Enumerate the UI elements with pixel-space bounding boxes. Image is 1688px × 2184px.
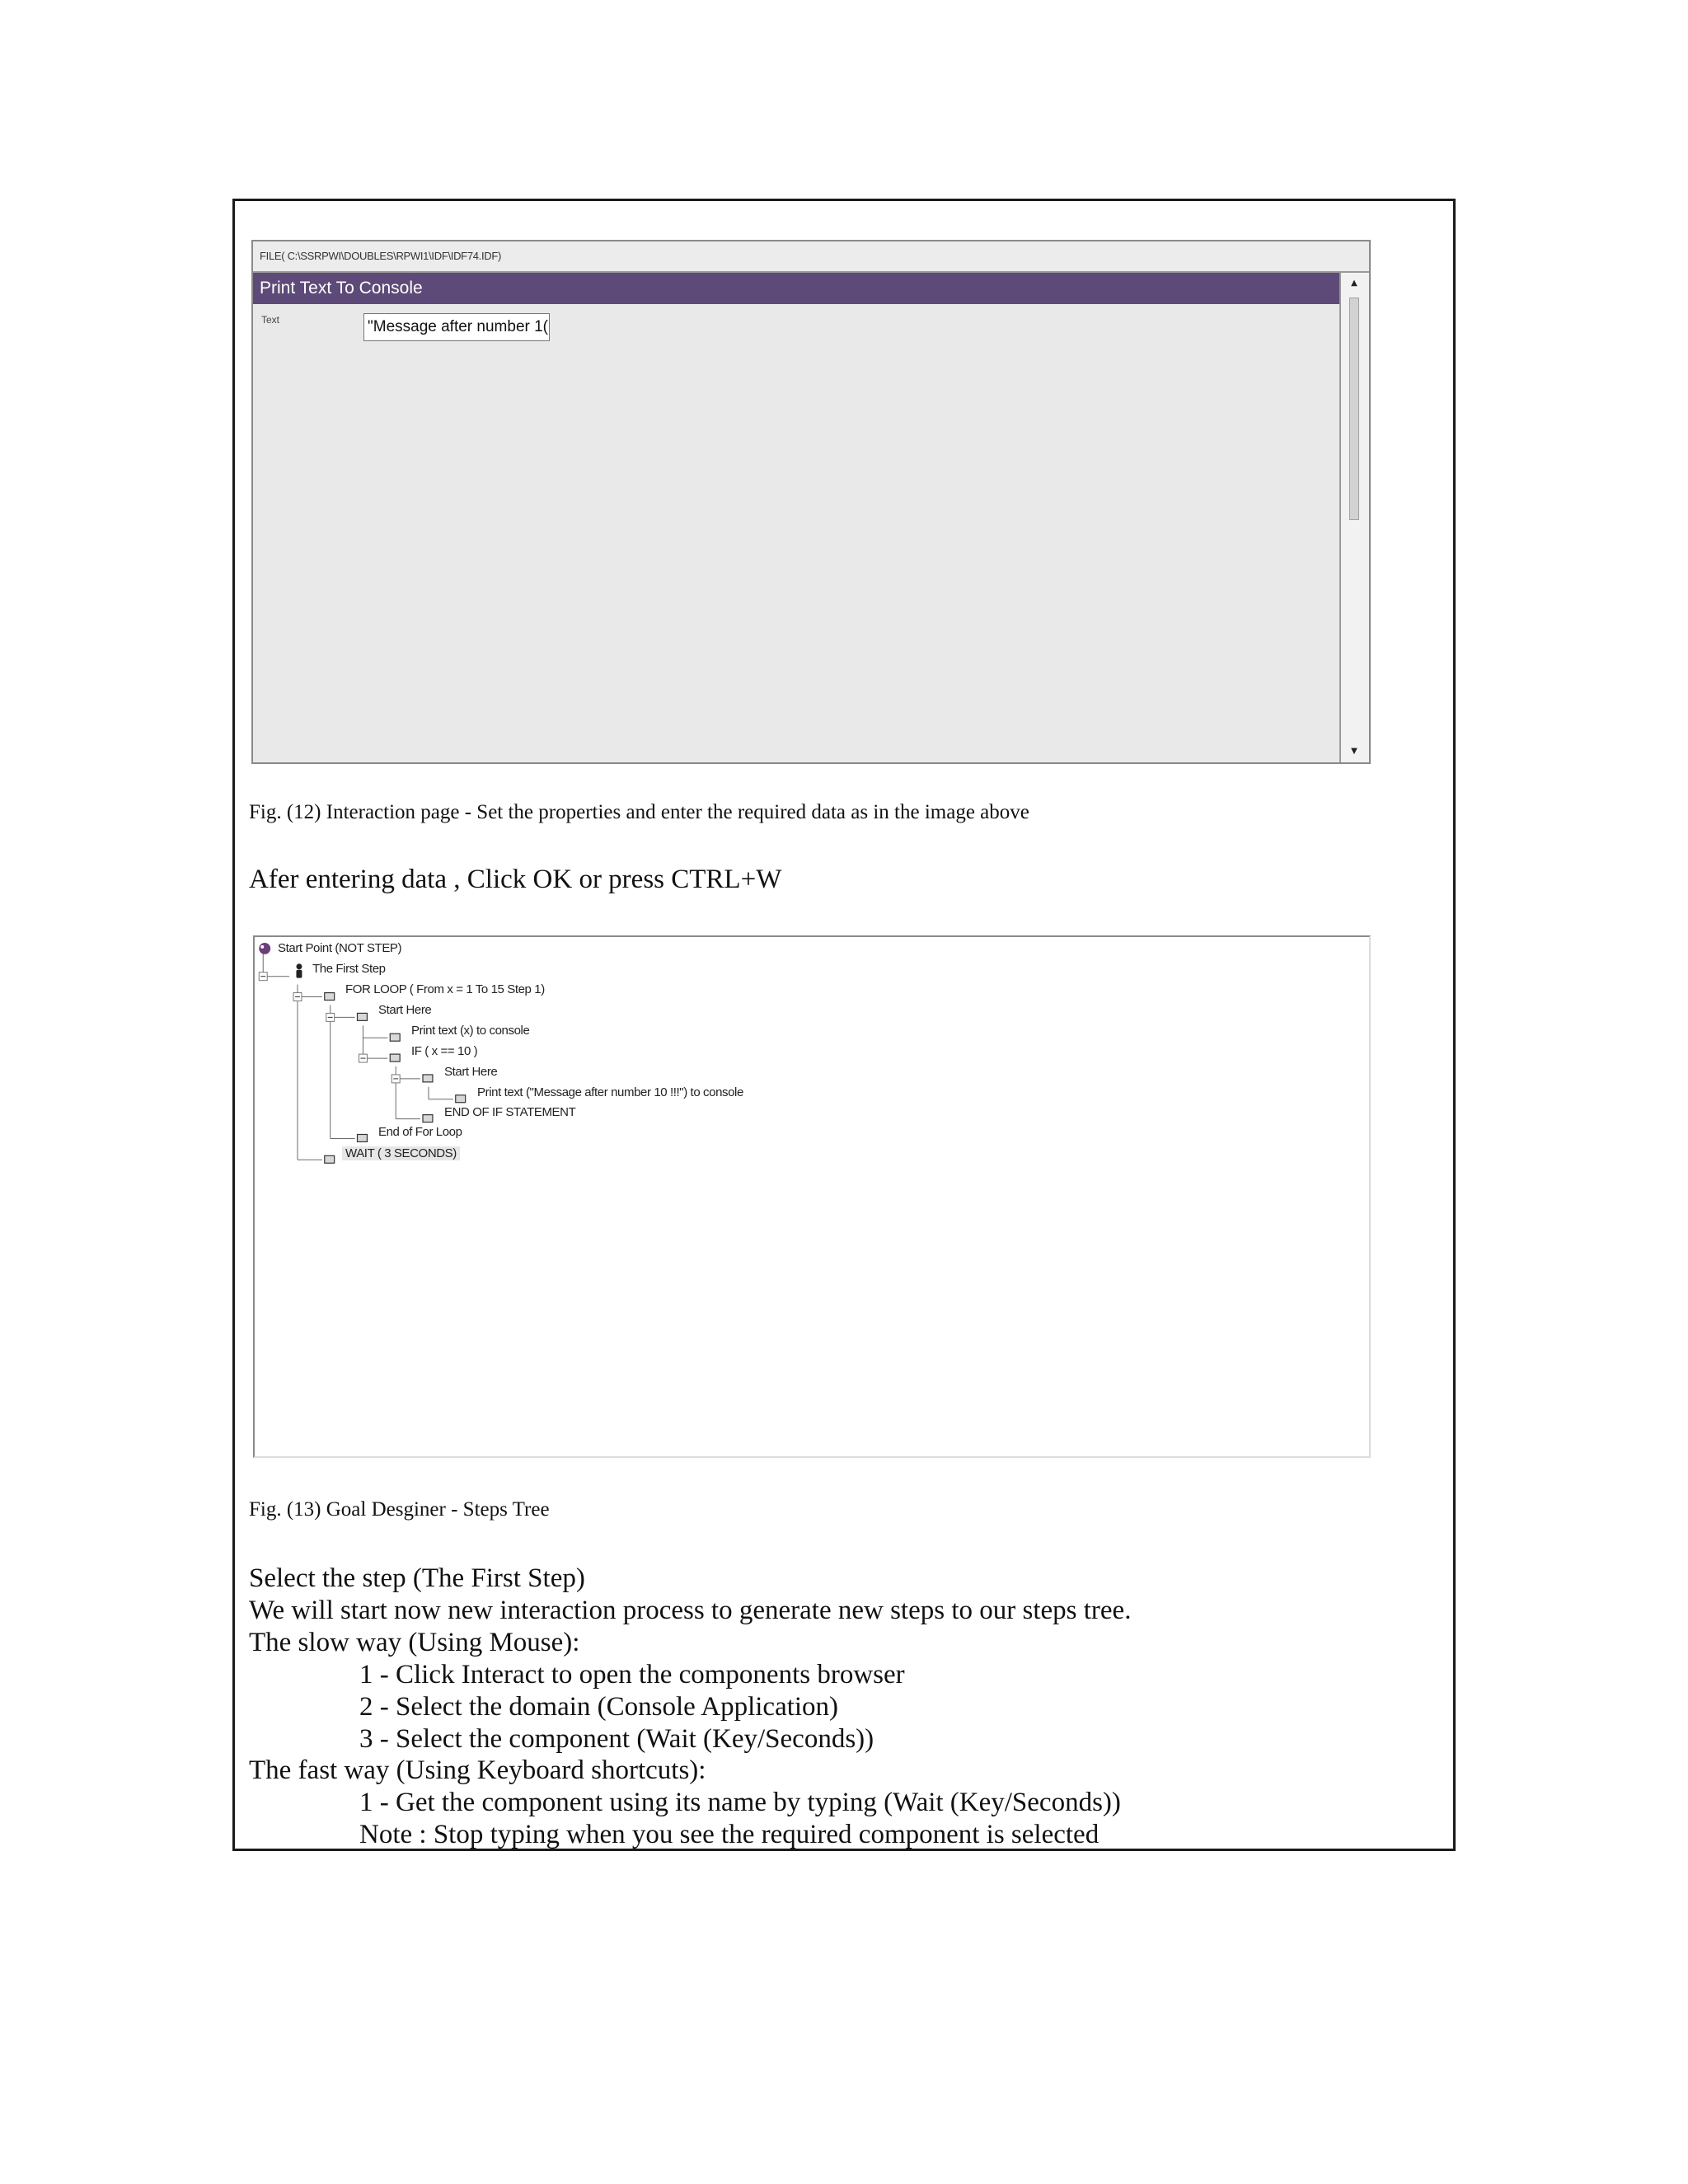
file-path-bar: FILE( C:\SSRPWI\DOUBLES\RPWI1\IDF\IDF74.IDF) — [253, 241, 1369, 273]
figure-13-caption: Fig. (13) Goal Desginer - Steps Tree — [249, 1498, 550, 1521]
body-line: Select the step (The First Step) — [249, 1563, 585, 1593]
tree-node[interactable]: Start Point (NOT STEP) — [278, 941, 402, 955]
tree-node[interactable]: IF ( x == 10 ) — [411, 1044, 478, 1058]
body-line: 1 - Get the component using its name by typing (Wait (Key/Seconds)) — [359, 1788, 1121, 1817]
body-line: 3 - Select the component (Wait (Key/Seconds)) — [359, 1724, 874, 1754]
component-icon — [358, 1013, 368, 1020]
tree-node[interactable]: Start Here — [444, 1065, 498, 1079]
body-line: The slow way (Using Mouse): — [249, 1628, 580, 1657]
start-icon — [259, 943, 270, 954]
body-line: Note : Stop typing when you see the required component is selected — [359, 1820, 1100, 1849]
tree-node[interactable]: Start Here — [378, 1003, 432, 1017]
component-icon — [358, 1134, 368, 1141]
component-icon — [390, 1033, 400, 1041]
vertical-scrollbar[interactable] — [1339, 273, 1369, 762]
step-person-icon — [296, 963, 302, 977]
properties-panel — [253, 304, 1339, 762]
component-icon — [390, 1054, 400, 1062]
steps-tree-screenshot — [253, 935, 1371, 1458]
tree-node[interactable]: Print text (x) to console — [411, 1024, 530, 1038]
text-field-label: Text — [261, 314, 280, 326]
body-line: 2 - Select the domain (Console Application) — [359, 1692, 839, 1722]
interaction-page-screenshot — [251, 240, 1371, 764]
scroll-thumb[interactable] — [1349, 298, 1359, 520]
tree-node[interactable]: End of For Loop — [378, 1125, 462, 1139]
tree-node-selected[interactable]: WAIT ( 3 SECONDS) — [342, 1146, 460, 1160]
text-field-input[interactable]: "Message after number 1( — [363, 313, 550, 341]
instruction-text: Afer entering data , Click OK or press CTRL+W — [249, 865, 782, 894]
panel-title: Print Text To Console — [253, 273, 1339, 304]
component-icon — [456, 1095, 466, 1103]
scroll-down-icon[interactable]: ▼ — [1351, 747, 1357, 756]
figure-12-caption: Fig. (12) Interaction page - Set the properties and enter the required data as in the image above — [249, 801, 1029, 823]
component-icon — [325, 993, 335, 1001]
component-icon — [325, 1155, 335, 1163]
body-line: 1 - Click Interact to open the components browser — [359, 1660, 905, 1690]
tree-node[interactable]: Print text ("Message after number 10 !!!") to console — [477, 1085, 743, 1099]
tree-node[interactable]: END OF IF STATEMENT — [444, 1105, 576, 1119]
scroll-up-icon[interactable]: ▲ — [1351, 279, 1357, 288]
tree-node[interactable]: The First Step — [312, 962, 386, 976]
component-icon — [423, 1115, 433, 1122]
body-line: The fast way (Using Keyboard shortcuts): — [249, 1755, 706, 1785]
component-icon — [423, 1075, 433, 1082]
tree-node[interactable]: FOR LOOP ( From x = 1 To 15 Step 1) — [345, 982, 545, 996]
body-line: We will start now new interaction process to generate new steps to our steps tree. — [249, 1596, 1132, 1625]
